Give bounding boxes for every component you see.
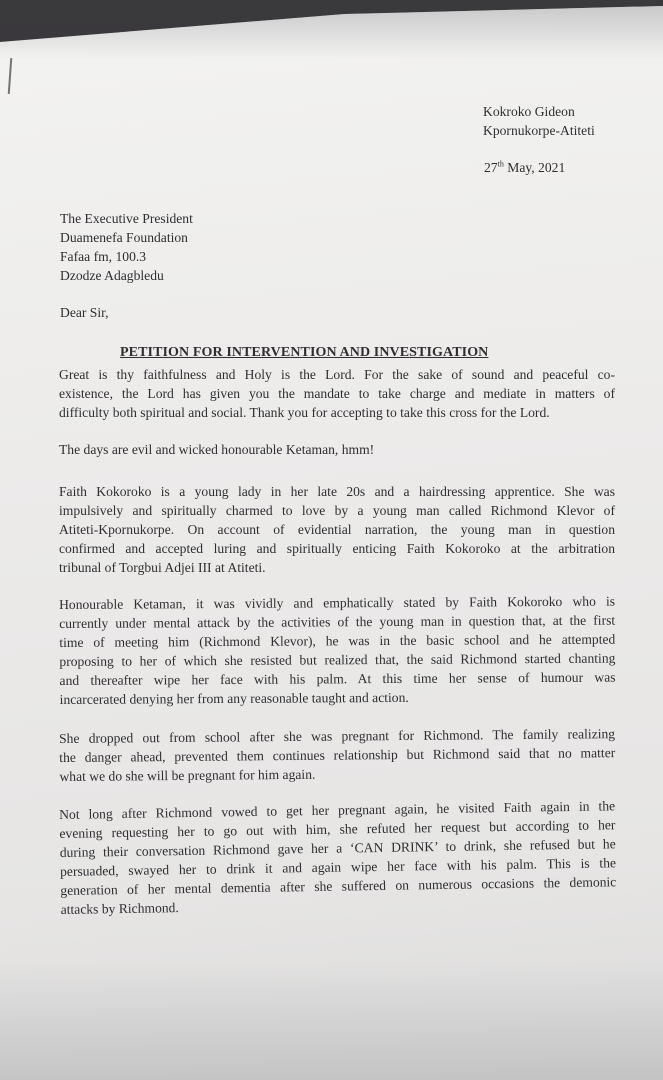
recipient-line: The Executive President	[60, 211, 193, 226]
date-rest: May, 2021	[503, 160, 566, 175]
bottom-shadow	[0, 960, 663, 1080]
text-line: generation of her mental dementia after she suffered on numerous occasions the demonic	[60, 874, 617, 898]
text-line: confirmed and accepted luring and spiritually enticing Faith Kokoroko at the arbitration	[59, 541, 615, 556]
paragraph-faith	[59, 482, 615, 577]
text-line: during their conversation Richmond gave her a ‘CAN DRINK’ to drink, she refused but he	[59, 836, 616, 860]
letter-heading: PETITION FOR INTERVENTION AND INVESTIGATION	[120, 345, 489, 360]
top-shadow	[0, 0, 663, 60]
salutation: Dear Sir,	[60, 305, 109, 320]
sender-address	[483, 102, 653, 140]
text-line: incarcerated denying her from any reasonable taught and action.	[59, 689, 409, 707]
date-day: 27	[484, 160, 498, 175]
paragraph-days-evil	[59, 440, 615, 459]
sender-location: Kpornukorpe-Atiteti	[483, 123, 595, 138]
text-line: She dropped out from school after she was pregnant for Richmond. The family realizing	[59, 726, 616, 746]
text-line: The days are evil and wicked honourable Ketaman, hmm!	[59, 442, 375, 457]
paragraph-intro	[59, 365, 615, 422]
text-line: persuaded, swayed her to drink it and again wipe her face with his palm. This is the	[59, 855, 617, 879]
paragraph-can-drink	[59, 796, 617, 919]
recipient-address	[60, 209, 340, 285]
letter-date	[484, 158, 634, 177]
text-line: Great is thy faithfulness and Holy is the Lord. For the sake of sound and peaceful co-	[59, 367, 615, 382]
sender-name: Kokroko Gideon	[483, 104, 575, 119]
recipient-line: Duamenefa Foundation	[60, 230, 188, 245]
text-line: existence, the Lord has given you the mandate to take charge and mediate in matters of	[59, 386, 615, 401]
text-line: tribunal of Torgbui Adjei III at Atiteti.	[59, 560, 266, 575]
text-line: proposing to her of which she resisted but realized that, the said Richmond started chanting	[59, 650, 616, 669]
text-line: what we do she will be pregnant for him again.	[59, 766, 316, 784]
recipient-line: Fafaa fm, 100.3	[60, 249, 147, 264]
text-line: Not long after Richmond vowed to get her pregnant again, he visited Faith again in the	[59, 798, 616, 822]
paragraph-dropped-out	[59, 724, 615, 786]
paragraph-statement	[59, 592, 616, 709]
recipient-line: Dzodze Adagbledu	[60, 268, 164, 283]
text-line: Faith Kokoroko is a young lady in her late 20s and a hairdressing apprentice. She was	[59, 484, 615, 499]
date-suffix: th	[497, 159, 504, 169]
text-line: impulsively and spiritually charmed to love by a young man called Richmond Klevor of	[59, 503, 615, 518]
text-line: the danger ahead, prevented them continues relationship but Richmond said that no matter	[59, 745, 616, 765]
text-line: currently under mental attack by the activities of the young man in question that, at the first	[59, 612, 616, 631]
text-line: evening requesting her to go out with him, she refuted her request but according to her	[59, 817, 616, 841]
text-line: time of meeting him (Richmond Klevor), he was in the basic school and he attempted	[59, 631, 616, 650]
text-line: attacks by Richmond.	[60, 900, 179, 917]
text-line: Atiteti-Kpornukorpe. On account of evidential narration, the young man in question	[59, 522, 615, 537]
text-line: difficulty both spiritual and social. Thank you for accepting to take this cross for the Lord.	[59, 405, 550, 420]
text-line: Honourable Ketaman, it was vividly and emphatically stated by Faith Kokoroko who is	[59, 593, 616, 612]
text-line: and thereafter wipe her face with his palm. At this time her sense of humour was	[59, 669, 616, 688]
